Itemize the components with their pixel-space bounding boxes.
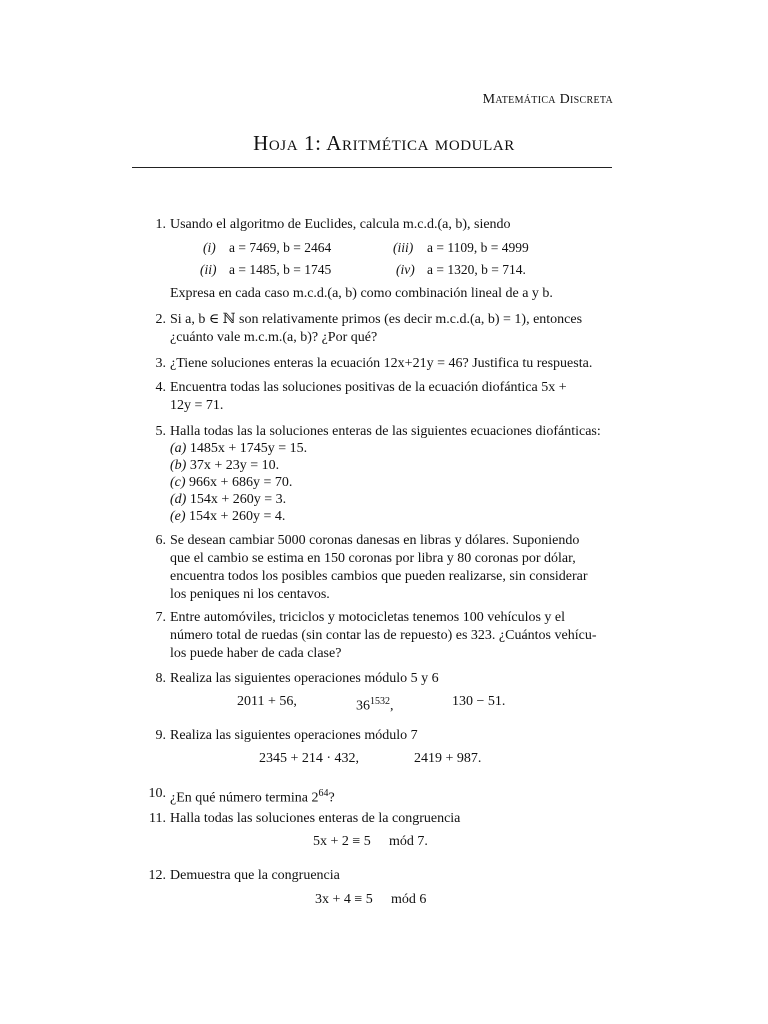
exercise-3-number: 3. <box>155 356 166 371</box>
exercise-4-line: Encuentra todas las soluciones positivas de la ecuación diofántica 5x + <box>170 380 567 395</box>
operation: 2345 + 214 · 432, <box>259 751 360 766</box>
exercise-2-number: 2. <box>155 312 166 327</box>
exercise-1-text: Usando el algoritmo de Euclides, calcula m.c.d.(a, b), siendo <box>170 217 511 232</box>
exercise-9-text: Realiza las siguientes operaciones módulo 7 <box>170 728 418 743</box>
course-header: Matemática Discreta <box>482 92 613 107</box>
case-label: (i) <box>203 240 216 255</box>
exercise-9-number: 9. <box>155 728 166 743</box>
exercise-6-line: que el cambio se estima en 150 coronas por libra y 80 coronas por dólar, <box>170 551 576 566</box>
operation: 2419 + 987. <box>414 751 482 766</box>
exercise-6-number: 6. <box>155 533 166 548</box>
case-label: (iv) <box>396 262 415 277</box>
exercise-8-text: Realiza las siguientes operaciones módulo 5 y 6 <box>170 671 439 686</box>
equation-item: (a) 1485x + 1745y = 15. <box>170 441 308 456</box>
exercise-7-line: los puede haber de cada clase? <box>170 646 342 661</box>
exercise-12-text: Demuestra que la congruencia <box>170 868 340 883</box>
modulus: mód 6 <box>391 892 427 907</box>
case-value: a = 1320, b = 714. <box>427 262 526 277</box>
operation: $36^{1532}$, <box>356 696 394 714</box>
exercise-5-text: Halla todas las la soluciones enteras de las siguientes ecuaciones diofánticas: <box>170 424 601 439</box>
exercise-6-line: los peniques ni los centavos. <box>170 587 330 602</box>
title-rule <box>132 167 612 168</box>
equation-item: (c) 966x + 686y = 70. <box>170 475 293 490</box>
modulus: mód 7. <box>389 834 428 849</box>
equation-item: (e) 154x + 260y = 4. <box>170 509 286 524</box>
exercise-1-number: 1. <box>155 217 166 232</box>
case-label: (ii) <box>200 262 217 277</box>
exercise-2-line: ¿cuánto vale m.c.m.(a, b)? ¿Por qué? <box>170 330 378 345</box>
exercise-7-line: número total de ruedas (sin contar las de repuesto) es 323. ¿Cuántos vehícu- <box>170 628 597 643</box>
case-value: a = 7469, b = 2464 <box>229 240 332 255</box>
exercise-1-note: Expresa en cada caso m.c.d.(a, b) como combinación lineal de a y b. <box>170 286 553 301</box>
operation: 130 − 51. <box>452 694 506 709</box>
operation: 2011 + 56, <box>237 694 297 709</box>
exercise-3-text: ¿Tiene soluciones enteras la ecuación 12x+21y = 46? Justifica tu respuesta. <box>170 356 593 371</box>
equation-item: (d) 154x + 260y = 3. <box>170 492 287 507</box>
exercise-4-number: 4. <box>155 380 166 395</box>
exercise-8-number: 8. <box>155 671 166 686</box>
exercise-10-text: ¿En qué número termina $2^{64}$? <box>170 788 335 806</box>
exercise-4-line: 12y = 71. <box>170 398 224 413</box>
case-value: a = 1485, b = 1745 <box>229 262 332 277</box>
exercise-10-number: 10. <box>148 786 166 801</box>
exercise-6-line: Se desean cambiar 5000 coronas danesas en libras y dólares. Suponiendo <box>170 533 580 548</box>
exercise-2-line: Si a, b ∈ ℕ son relativamente primos (es decir m.c.d.(a, b) = 1), entonces <box>170 312 583 327</box>
exercise-7-line: Entre automóviles, triciclos y motocicletas tenemos 100 vehículos y el <box>170 610 566 625</box>
equation-item: (b) 37x + 23y = 10. <box>170 458 280 473</box>
case-value: a = 1109, b = 4999 <box>427 240 529 255</box>
exercise-5-number: 5. <box>155 424 166 439</box>
congruence: 5x + 2 ≡ 5 <box>313 834 371 849</box>
exercise-7-number: 7. <box>155 610 166 625</box>
exercise-12-number: 12. <box>148 868 166 883</box>
case-label: (iii) <box>393 240 414 255</box>
exercise-11-text: Halla todas las soluciones enteras de la congruencia <box>170 811 461 826</box>
exercise-11-number: 11. <box>149 811 166 826</box>
exercise-6-line: encuentra todos los posibles cambios que pueden realizarse, sin considerar <box>170 569 588 584</box>
congruence: 3x + 4 ≡ 5 <box>315 892 373 907</box>
page-title: Hoja 1: Aritmética modular <box>253 131 515 155</box>
